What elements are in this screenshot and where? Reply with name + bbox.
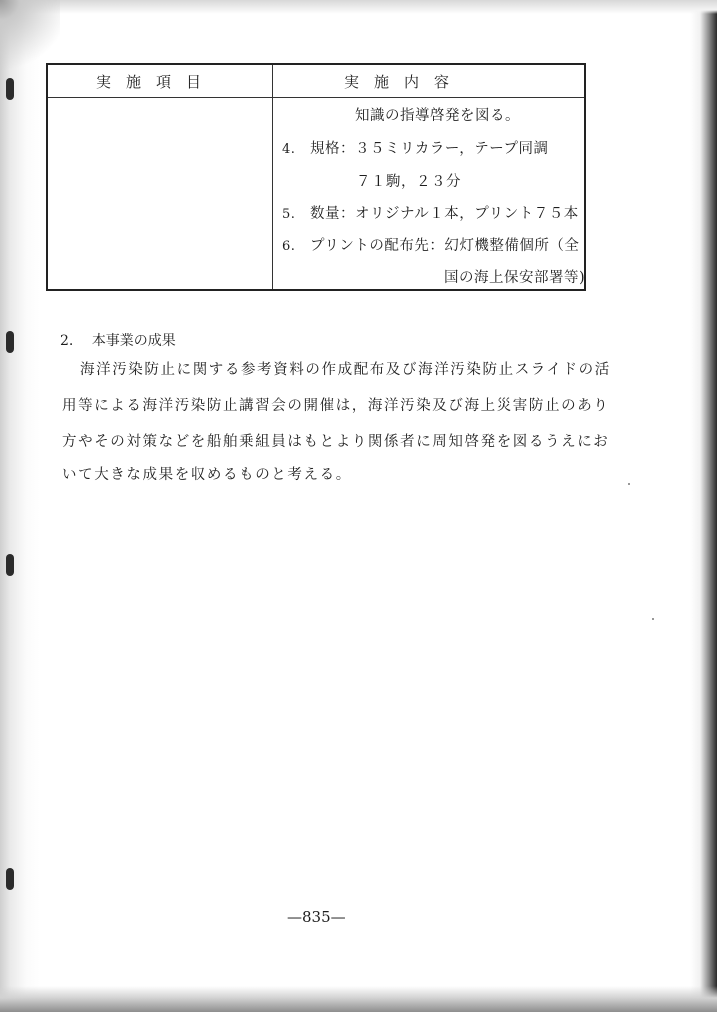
row-text: プリントの配布先：幻灯機整備個所（全 bbox=[310, 238, 580, 254]
section-title: 本事業の成果 bbox=[91, 333, 176, 349]
punch-hole-mark bbox=[6, 868, 14, 890]
bottom-edge-shadow bbox=[0, 986, 717, 1012]
row-number: 6. bbox=[282, 239, 296, 254]
table-row bbox=[356, 170, 461, 191]
punch-hole-mark bbox=[6, 331, 14, 353]
punch-hole-mark bbox=[6, 554, 14, 576]
row-number: 5. bbox=[282, 207, 296, 222]
paragraph-line: 方やその対策などを船舶乗組員はもとより関係者に周知啓発を図るうえにお bbox=[62, 434, 610, 450]
row-text: 規格：３５ミリカラー，テープ同調 bbox=[310, 141, 549, 157]
table-row bbox=[282, 202, 579, 223]
scan-speck bbox=[652, 618, 654, 620]
table-row bbox=[282, 234, 579, 255]
header-implementation-item: 実 施 項 目 bbox=[96, 73, 202, 91]
row-text: ７１駒，２３分 bbox=[356, 174, 461, 190]
section-number: 2. bbox=[60, 333, 74, 349]
row-text: 知識の指導啓発を図る。 bbox=[355, 108, 520, 124]
table-row bbox=[282, 137, 549, 158]
implementation-table bbox=[46, 63, 586, 291]
header-implementation-content: 実 施 内 容 bbox=[344, 73, 450, 91]
punch-hole-mark bbox=[6, 78, 14, 100]
scan-speck bbox=[628, 483, 630, 485]
page-number: —835— bbox=[287, 908, 346, 926]
table-header-rule bbox=[48, 97, 584, 98]
table-column-rule bbox=[272, 65, 273, 289]
paragraph-line: 海洋汚染防止に関する参考資料の作成配布及び海洋汚染防止スライドの活 bbox=[80, 362, 611, 378]
row-number: 4. bbox=[282, 142, 296, 157]
row-text: 数量：オリジナル１本，プリント７５本 bbox=[310, 206, 579, 222]
paragraph-line: 用等による海洋汚染防止講習会の開催は，海洋汚染及び海上災害防止のあり bbox=[62, 398, 610, 414]
row-text: 国の海上保安部署等) bbox=[444, 270, 586, 286]
top-edge-shadow bbox=[0, 0, 717, 14]
table-row bbox=[444, 266, 585, 287]
paragraph-line: いて大きな成果を収めるものと考える。 bbox=[62, 467, 352, 483]
section-heading bbox=[60, 330, 176, 350]
table-row bbox=[355, 104, 520, 125]
